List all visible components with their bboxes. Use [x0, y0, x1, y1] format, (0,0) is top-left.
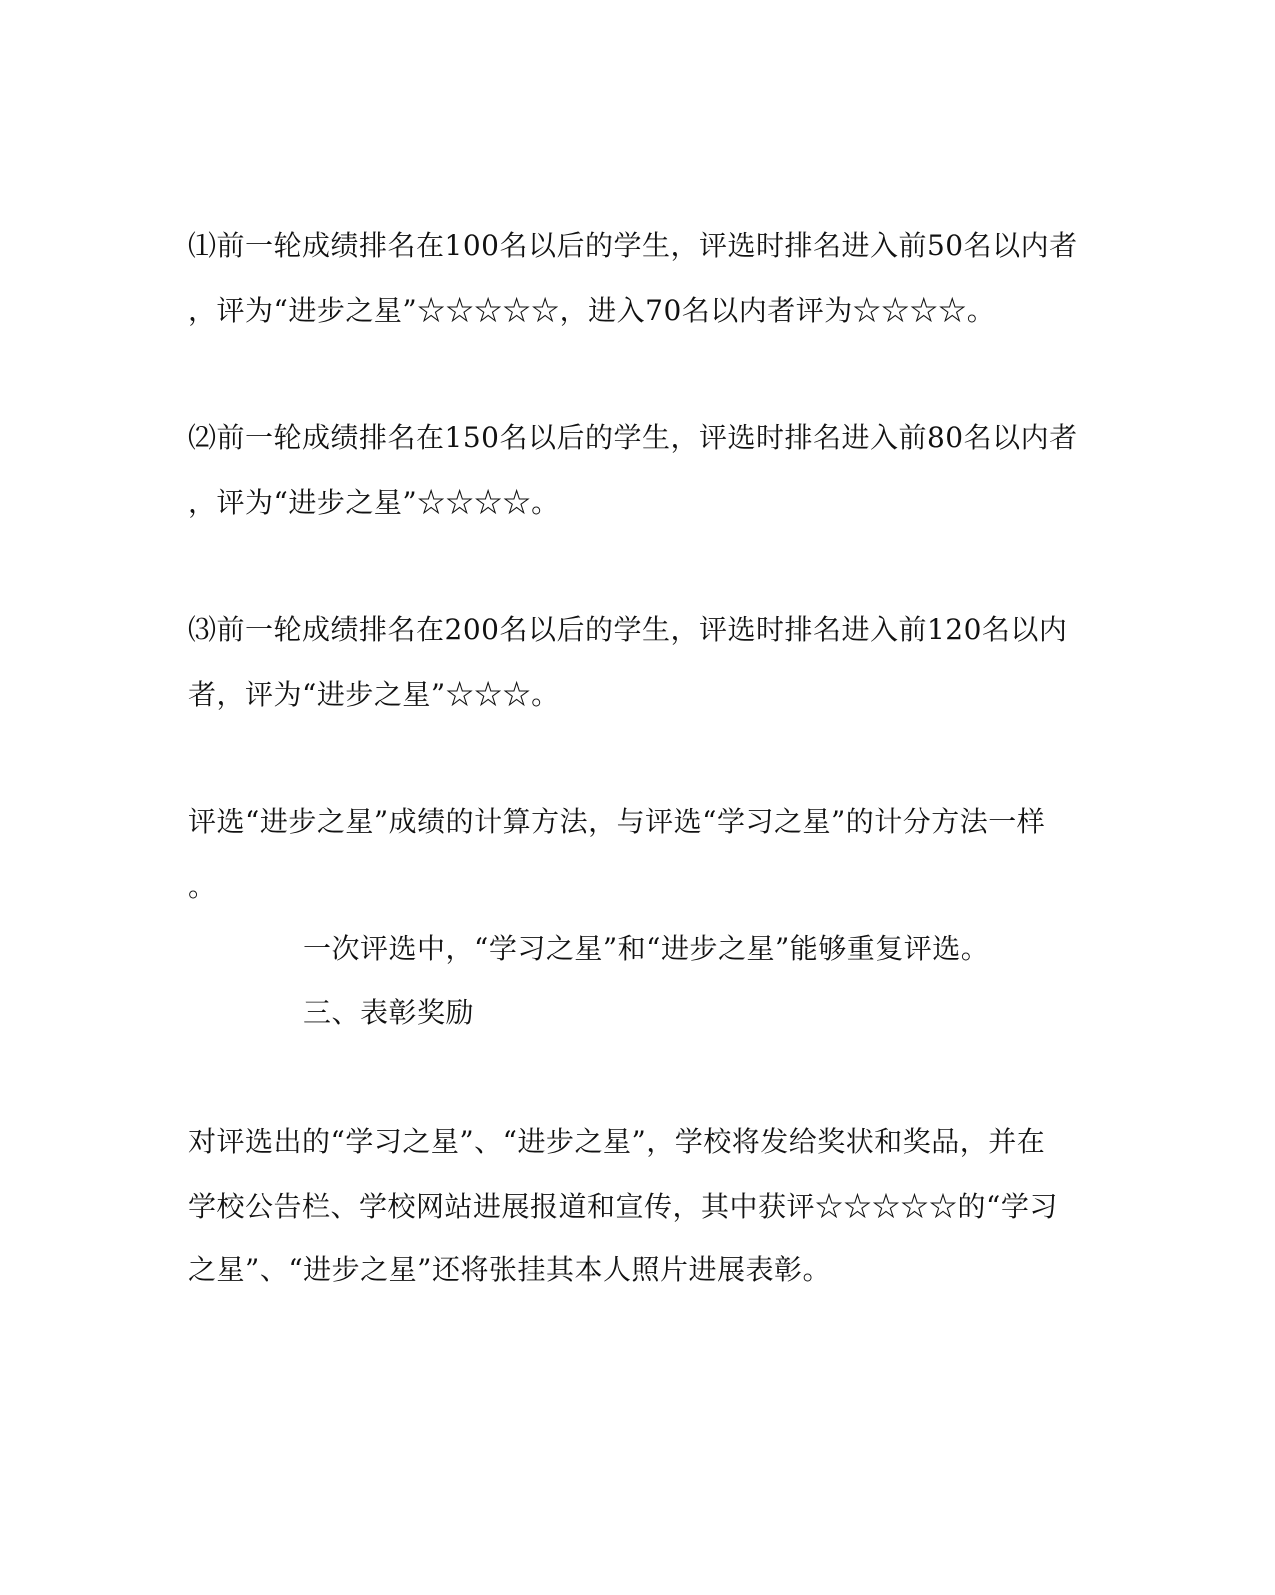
reward-line-2: 学校公告栏、学校网站进展报道和宣传，其中获评☆☆☆☆☆的“学习: [188, 1190, 1058, 1223]
item-3-line-1: ⑶前一轮成绩排名在200名以后的学生，评选时排名进入前120名以内: [188, 613, 1068, 646]
section-heading: 三、表彰奖励: [303, 996, 475, 1029]
item-3-line-2: 者，评为“进步之星”☆☆☆。: [188, 678, 560, 711]
repeat-note: 一次评选中，“学习之星”和“进步之星”能够重复评选。: [303, 932, 990, 965]
item-2-line-1: ⑵前一轮成绩排名在150名以后的学生，评选时排名进入前80名以内者: [188, 421, 1078, 454]
method-line-2: 。: [188, 870, 217, 903]
reward-line-1: 对评选出的“学习之星”、“进步之星”，学校将发给奖状和奖品，并在: [188, 1125, 1046, 1158]
item-2-line-2: ，评为“进步之星”☆☆☆☆。: [188, 486, 560, 519]
reward-line-3: 之星”、“进步之星”还将张挂其本人照片进展表彰。: [188, 1253, 831, 1286]
method-line-1: 评选“进步之星”成绩的计算方法，与评选“学习之星”的计分方法一样: [188, 805, 1046, 838]
item-1-line-2: ，评为“进步之星”☆☆☆☆☆，进入70名以内者评为☆☆☆☆。: [188, 294, 996, 327]
item-1-line-1: ⑴前一轮成绩排名在100名以后的学生，评选时排名进入前50名以内者: [188, 229, 1078, 262]
